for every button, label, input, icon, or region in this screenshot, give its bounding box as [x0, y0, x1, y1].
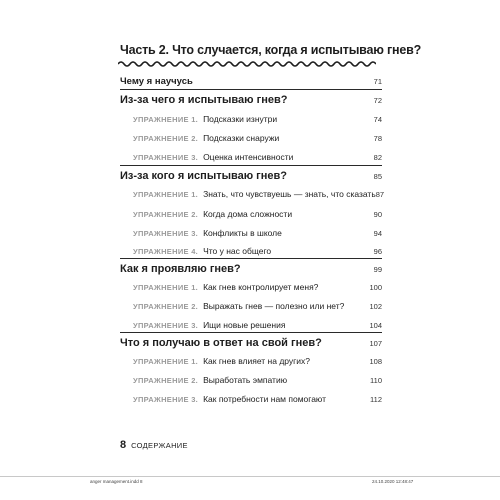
exercise-label: УПРАЖНЕНИЕ 1. — [133, 357, 199, 366]
exercise-title: Как гнев влияет на других? — [203, 356, 311, 366]
toc-section-title: Из-за кого я испытываю гнев? — [120, 170, 288, 182]
toc-exercise[interactable] — [133, 189, 385, 199]
exercise-title: Конфликты в школе — [203, 228, 282, 238]
print-crop-line — [0, 476, 500, 477]
toc-page-number: 94 — [373, 229, 382, 238]
exercise-label: УПРАЖНЕНИЕ 2. — [133, 134, 199, 143]
exercise-title: Что у нас общего — [203, 246, 272, 256]
toc-page-number: 71 — [373, 77, 382, 86]
toc-exercise[interactable] — [133, 228, 382, 238]
toc-page-number: 87 — [375, 190, 385, 199]
toc-exercise[interactable] — [133, 152, 382, 162]
exercise-title: Выражать гнев — полезно или нет? — [203, 301, 345, 311]
section-divider — [120, 89, 382, 90]
toc-page-number: 82 — [373, 153, 382, 162]
exercise-title: Знать, что чувствуешь — знать, что сказать — [203, 189, 376, 199]
exercise-title: Подсказки снаружи — [203, 133, 280, 143]
toc-page-number: 99 — [373, 265, 382, 274]
toc-page-number: 108 — [369, 357, 382, 366]
exercise-label: УПРАЖНЕНИЕ 1. — [133, 283, 199, 292]
exercise-label: УПРАЖНЕНИЕ 2. — [133, 302, 199, 311]
exercise-title: Как потребности нам помогают — [203, 394, 327, 404]
section-divider — [120, 258, 382, 259]
exercise-label: УПРАЖНЕНИЕ 1. — [133, 190, 199, 199]
toc-page-number: 104 — [369, 321, 382, 330]
toc-section-title: Как я проявляю гнев? — [120, 263, 241, 275]
toc-exercise[interactable] — [133, 114, 382, 124]
toc-section[interactable] — [120, 337, 382, 349]
toc-entry[interactable] — [120, 76, 382, 87]
toc-page-number: 72 — [373, 96, 382, 105]
exercise-label: УПРАЖНЕНИЕ 2. — [133, 376, 199, 385]
exercise-label: УПРАЖНЕНИЕ 3. — [133, 153, 199, 162]
toc-exercise[interactable] — [133, 375, 382, 385]
toc-page-number: 102 — [369, 302, 382, 311]
toc-page-number: 74 — [373, 115, 382, 124]
wavy-underline — [118, 60, 376, 68]
toc-section[interactable] — [120, 170, 382, 182]
toc-section[interactable] — [120, 94, 382, 106]
exercise-label: УПРАЖНЕНИЕ 3. — [133, 229, 199, 238]
toc-page-number: 90 — [373, 210, 382, 219]
footer-label: СОДЕРЖАНИЕ — [131, 441, 188, 450]
toc-page-number: 110 — [370, 376, 382, 385]
toc-section-title: Что я получаю в ответ на свой гнев? — [120, 337, 322, 349]
toc-entry-title: Чему я научусь — [120, 76, 193, 87]
toc-exercise[interactable] — [133, 133, 382, 143]
toc-exercise[interactable] — [133, 301, 382, 311]
toc-page-number: 96 — [373, 247, 382, 256]
exercise-title: Выработать эмпатию — [203, 375, 288, 385]
toc-exercise[interactable] — [133, 320, 382, 330]
print-slug-timestamp: 24.10.2020 12:48:47 — [372, 479, 414, 484]
part-title: Часть 2. Что случается, когда я испытываю гнев? — [120, 43, 422, 57]
toc-page-number: 78 — [373, 134, 382, 143]
exercise-label: УПРАЖНЕНИЕ 3. — [133, 395, 199, 404]
exercise-label: УПРАЖНЕНИЕ 4. — [133, 247, 199, 256]
section-divider — [120, 165, 382, 166]
page-footer — [120, 439, 188, 451]
toc-exercise[interactable] — [133, 356, 382, 366]
exercise-label: УПРАЖНЕНИЕ 1. — [133, 115, 199, 124]
toc-page-number: 85 — [373, 172, 382, 181]
exercise-title: Оценка интенсивности — [203, 152, 294, 162]
print-slug-filename: anger management.indd 8 — [90, 479, 143, 484]
exercise-title: Когда дома сложности — [203, 209, 293, 219]
toc-section[interactable] — [120, 263, 382, 275]
exercise-label: УПРАЖНЕНИЕ 3. — [133, 321, 199, 330]
exercise-title: Ищи новые решения — [203, 320, 286, 330]
exercise-label: УПРАЖНЕНИЕ 2. — [133, 210, 199, 219]
toc-exercise[interactable] — [133, 209, 382, 219]
toc-exercise[interactable] — [133, 394, 382, 404]
exercise-title: Подсказки изнутри — [203, 114, 278, 124]
toc-section-title: Из-за чего я испытываю гнев? — [120, 94, 288, 106]
toc-page-number: 107 — [369, 339, 382, 348]
toc-exercise[interactable] — [133, 282, 382, 292]
footer-page-number: 8 — [120, 439, 127, 451]
section-divider — [120, 332, 382, 333]
toc-page-number: 112 — [370, 395, 382, 404]
exercise-title: Как гнев контролирует меня? — [203, 282, 319, 292]
toc-exercise[interactable] — [133, 246, 382, 256]
toc-page-number: 100 — [369, 283, 382, 292]
